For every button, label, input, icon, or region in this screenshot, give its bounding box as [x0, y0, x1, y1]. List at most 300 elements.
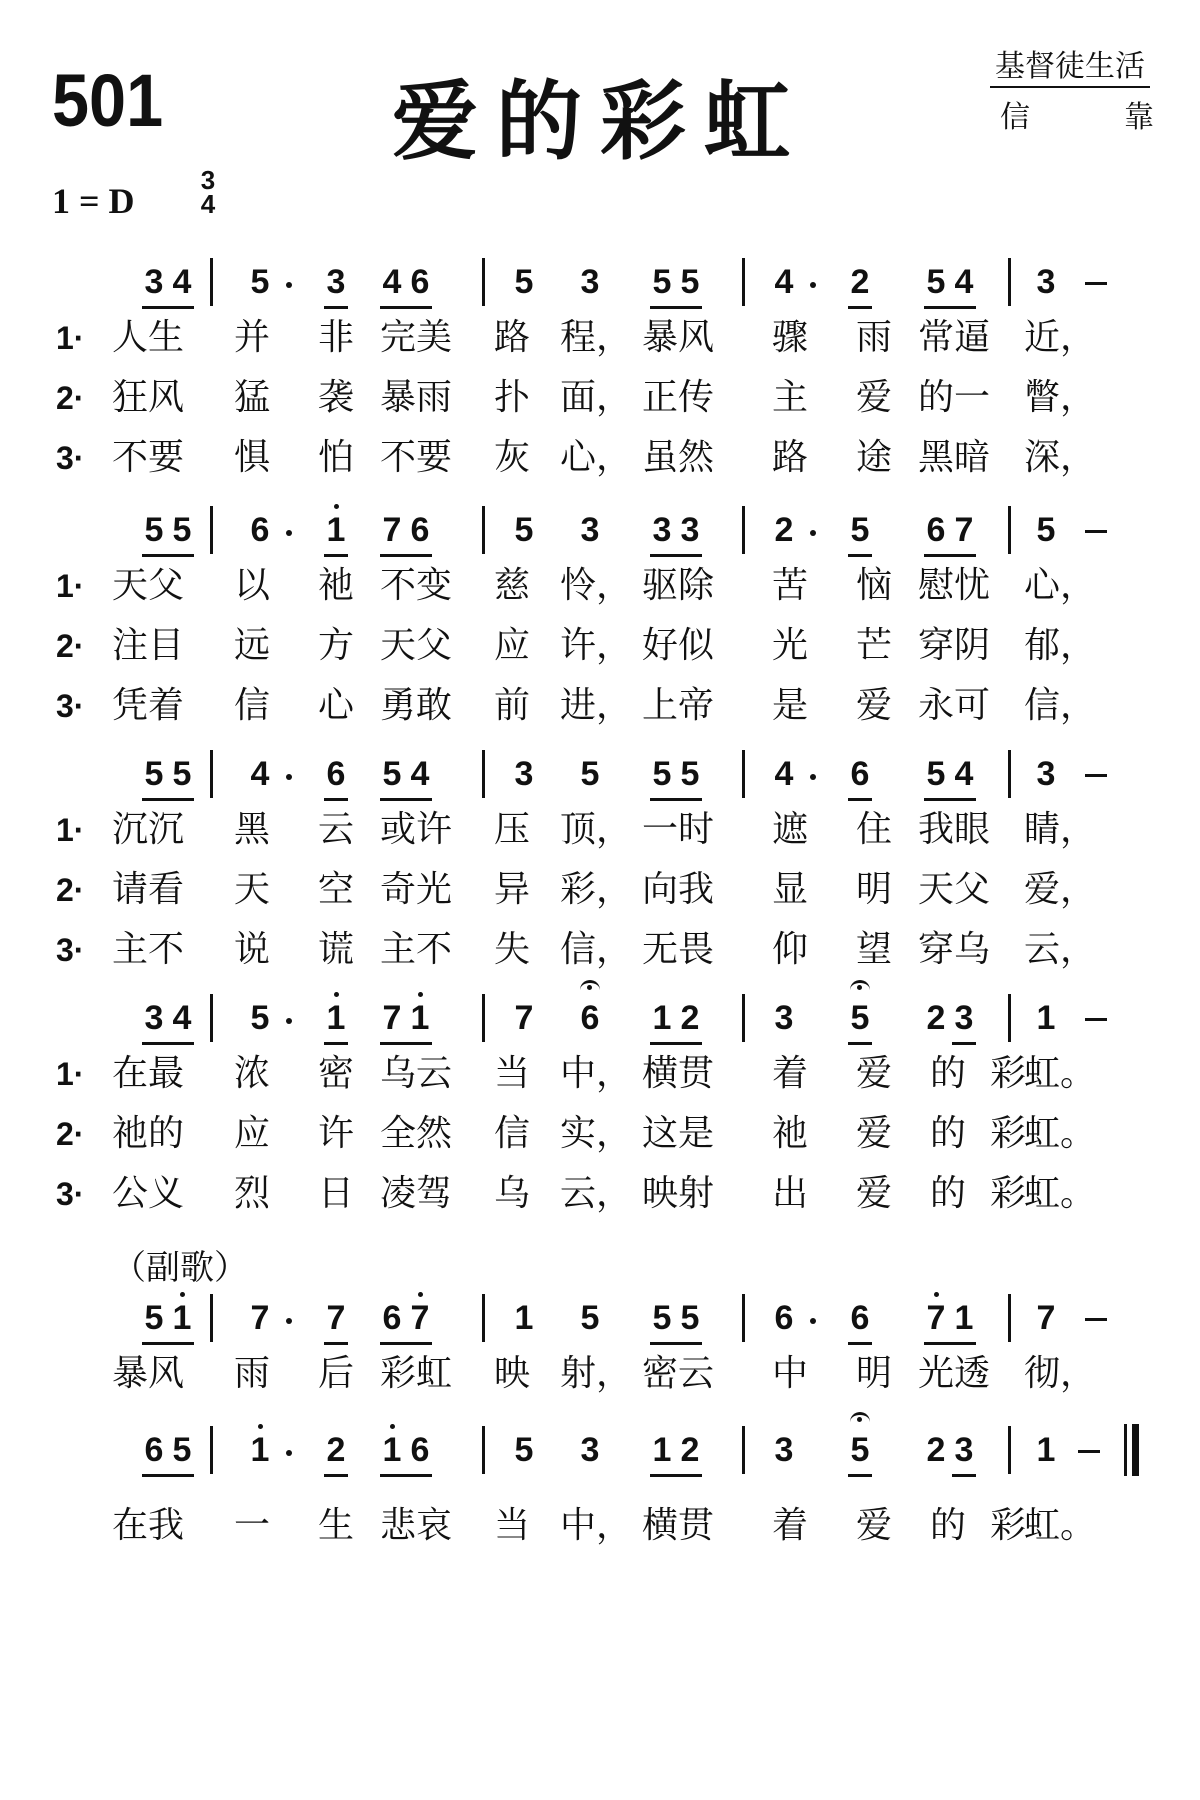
lyric-syllable: 方	[318, 625, 355, 666]
chorus-1-note: 7	[250, 1299, 270, 1337]
system-1-note: 5	[250, 263, 270, 301]
system-2-note: 3	[580, 511, 600, 549]
lyric-syllable: 怕	[318, 437, 355, 478]
bar-line	[742, 506, 745, 554]
system-3-note: 5	[652, 755, 672, 793]
lyric-syllable: 彩	[990, 1505, 1027, 1546]
lyric-syllable: 爱	[856, 1113, 893, 1154]
lyric-syllable: 请看	[112, 869, 185, 910]
lyric-syllable: 彩虹	[380, 1353, 453, 1394]
beam-underline	[380, 998, 432, 1045]
system-4-note: 5	[850, 999, 870, 1037]
augmentation-dot	[286, 1018, 292, 1024]
bar-line	[742, 750, 745, 798]
system-2-note: 7	[954, 511, 974, 549]
lyric-syllable: 路	[772, 437, 809, 478]
lyric-syllable: 以	[234, 565, 271, 606]
attribution-2: 靠	[1124, 100, 1154, 135]
lyric-syllable: 出	[772, 1173, 809, 1214]
lyric-syllable: 或许	[380, 809, 453, 850]
lyric-syllable: 许，	[560, 625, 633, 666]
lyric-syllable: 明	[856, 1353, 893, 1394]
verse-number: 1·	[56, 568, 85, 604]
lyric-syllable: 怜，	[560, 565, 633, 606]
lyric-syllable: 的	[930, 1173, 967, 1214]
chorus-2-note: 1	[652, 1431, 672, 1469]
lyric-syllable: 生	[318, 1505, 355, 1546]
beam-underline	[324, 1430, 348, 1477]
verse-number: 2·	[56, 380, 85, 416]
lyric-syllable: 心	[318, 685, 355, 726]
lyric-syllable: 乌云	[380, 1053, 453, 1094]
lyric-syllable: 暴风	[642, 317, 715, 358]
lyric-syllable: 公义	[112, 1173, 185, 1214]
beam-underline	[848, 754, 872, 801]
bar-line	[742, 1426, 745, 1474]
lyric-syllable: 虹。	[1024, 1053, 1097, 1094]
system-1-note: 5	[926, 263, 946, 301]
lyric-syllable: 近，	[1024, 317, 1097, 358]
lyric-syllable: 芒	[856, 625, 893, 666]
system-3-note: 5	[172, 755, 192, 793]
chorus-2-note: 5	[172, 1431, 192, 1469]
lyric-syllable: 云，	[1024, 929, 1097, 970]
beam-underline	[848, 510, 872, 557]
beam-underline	[924, 754, 976, 801]
lyric-syllable: 彻，	[1024, 1353, 1097, 1394]
chorus-1-note: 5	[144, 1299, 164, 1337]
lyric-syllable: 勇敢	[380, 685, 453, 726]
chorus-1-note: 7	[326, 1299, 346, 1337]
system-2-note: 6	[410, 511, 430, 549]
lyric-syllable: 横贯	[642, 1505, 715, 1546]
augmentation-dot	[286, 530, 292, 536]
system-2-note: 3	[652, 511, 672, 549]
lyric-syllable: 浓	[234, 1053, 271, 1094]
lyric-syllable: 沉沉	[112, 809, 185, 850]
fermata-mark	[850, 1412, 870, 1425]
lyric-syllable: 瞥，	[1024, 377, 1097, 418]
lyric-syllable: 上帝	[642, 685, 715, 726]
system-4-note: 3	[774, 999, 794, 1037]
system-1-note: 5	[514, 263, 534, 301]
lyric-syllable: 祂	[318, 565, 355, 606]
lyric-syllable: 进，	[560, 685, 633, 726]
chorus-1-note: 1	[514, 1299, 534, 1337]
system-2-note: 2	[774, 511, 794, 549]
hold-dash	[1085, 1018, 1107, 1021]
augmentation-dot	[810, 1318, 816, 1324]
system-1-note: 4	[382, 263, 402, 301]
system-1-note: 3	[1036, 263, 1056, 301]
lyric-syllable: 天	[234, 869, 271, 910]
chorus-1-note: 5	[652, 1299, 672, 1337]
lyric-syllable: 不变	[380, 565, 453, 606]
lyric-syllable: 黑	[234, 809, 271, 850]
system-2-note: 6	[926, 511, 946, 549]
verse-number: 1·	[56, 320, 85, 356]
lyric-syllable: 路	[494, 317, 531, 358]
beam-underline	[650, 1298, 702, 1345]
lyric-syllable: 不要	[112, 437, 185, 478]
lyric-syllable: 猛	[234, 377, 271, 418]
lyric-syllable: 主不	[380, 929, 453, 970]
lyric-syllable: 雨	[234, 1353, 271, 1394]
system-2-note: 5	[850, 511, 870, 549]
beam-underline	[650, 510, 702, 557]
lyric-syllable: 横贯	[642, 1053, 715, 1094]
system-2-note: 1	[326, 511, 346, 549]
lyric-syllable: 途	[856, 437, 893, 478]
final-bar-thin	[1124, 1424, 1127, 1476]
system-4-note: 2	[680, 999, 700, 1037]
bar-line	[1008, 506, 1011, 554]
system-1-note: 3	[326, 263, 346, 301]
beam-underline	[924, 1298, 976, 1345]
lyric-syllable: 注目	[112, 625, 185, 666]
beam-underline	[380, 1298, 432, 1345]
lyric-syllable: 中	[772, 1353, 809, 1394]
system-1-note: 4	[954, 263, 974, 301]
lyric-syllable: 谎	[318, 929, 355, 970]
high-octave-dot	[258, 1424, 263, 1429]
system-1-note: 3	[580, 263, 600, 301]
beam-underline	[142, 998, 194, 1045]
hymn-number: 501	[52, 59, 164, 142]
beam-underline	[848, 1298, 872, 1345]
beam-underline	[380, 262, 432, 309]
system-3-note: 5	[680, 755, 700, 793]
chorus-2-note: 2	[326, 1431, 346, 1469]
chorus-1-note: 1	[172, 1299, 192, 1337]
high-octave-dot	[334, 504, 339, 509]
verse-number: 3·	[56, 688, 85, 724]
beam-underline	[142, 1298, 194, 1345]
chorus-1-note: 7	[926, 1299, 946, 1337]
chorus-1-note: 7	[410, 1299, 430, 1337]
lyric-syllable: 惧	[234, 437, 271, 478]
chorus-1-note: 6	[850, 1299, 870, 1337]
bar-line	[482, 994, 485, 1042]
lyric-syllable: 驱除	[642, 565, 715, 606]
lyric-syllable: 郁，	[1024, 625, 1097, 666]
lyric-syllable: 恼	[856, 565, 893, 606]
lyric-syllable: 应	[234, 1113, 271, 1154]
system-2-note: 5	[144, 511, 164, 549]
chorus-2-note: 1	[250, 1431, 270, 1469]
chorus-2-note: 1	[382, 1431, 402, 1469]
beam-underline	[324, 262, 348, 309]
chorus-1-note: 1	[954, 1299, 974, 1337]
beam-underline	[324, 998, 348, 1045]
system-3-note: 4	[410, 755, 430, 793]
system-4-note: 1	[410, 999, 430, 1037]
system-4-note: 1	[652, 999, 672, 1037]
system-4-note: 4	[172, 999, 192, 1037]
lyric-syllable: 完美	[380, 317, 453, 358]
lyric-syllable: 狂风	[112, 377, 185, 418]
system-4-note: 1	[326, 999, 346, 1037]
chorus-2-note: 3	[954, 1431, 974, 1469]
bar-line	[742, 994, 745, 1042]
system-3-note: 5	[926, 755, 946, 793]
lyric-syllable: 遮	[772, 809, 809, 850]
lyric-syllable: 全然	[380, 1113, 453, 1154]
lyric-syllable: 奇光	[380, 869, 453, 910]
chorus-label: （副歌）	[112, 1248, 248, 1288]
lyric-syllable: 望	[856, 929, 893, 970]
final-bar-thick	[1132, 1424, 1139, 1476]
lyric-syllable: 虹。	[1024, 1113, 1097, 1154]
lyric-syllable: 信，	[1024, 685, 1097, 726]
lyric-syllable: 密	[318, 1053, 355, 1094]
lyric-syllable: 并	[234, 317, 271, 358]
beam-underline	[848, 262, 872, 309]
lyric-syllable: 虹。	[1024, 1173, 1097, 1214]
lyric-syllable: 苦	[772, 565, 809, 606]
high-octave-dot	[418, 1292, 423, 1297]
lyric-syllable: 住	[856, 809, 893, 850]
lyric-syllable: 穿乌	[918, 929, 991, 970]
lyric-syllable: 射，	[560, 1353, 633, 1394]
bar-line	[482, 258, 485, 306]
lyric-syllable: 乌	[494, 1173, 531, 1214]
hymn-title: 爱的彩虹	[392, 72, 808, 172]
chorus-2-note: 6	[410, 1431, 430, 1469]
lyric-syllable: 凭着	[112, 685, 185, 726]
lyric-syllable: 许	[318, 1113, 355, 1154]
fermata-mark	[850, 980, 870, 993]
high-octave-dot	[334, 992, 339, 997]
augmentation-dot	[810, 282, 816, 288]
lyric-syllable: 慈	[494, 565, 531, 606]
beam-underline	[952, 1430, 976, 1477]
bar-line	[210, 750, 213, 798]
bar-line	[210, 994, 213, 1042]
chorus-1-note: 7	[1036, 1299, 1056, 1337]
hold-dash	[1085, 530, 1107, 533]
lyric-syllable: 的	[930, 1053, 967, 1094]
chorus-2-note: 1	[1036, 1431, 1056, 1469]
bar-line	[482, 1426, 485, 1474]
system-3-note: 4	[774, 755, 794, 793]
lyric-syllable: 后	[318, 1353, 355, 1394]
system-1-note: 3	[144, 263, 164, 301]
augmentation-dot	[810, 530, 816, 536]
system-3-note: 4	[954, 755, 974, 793]
system-4-note: 7	[514, 999, 534, 1037]
verse-number: 1·	[56, 812, 85, 848]
lyric-syllable: 凌驾	[380, 1173, 453, 1214]
lyric-syllable: 程，	[560, 317, 633, 358]
bar-line	[482, 750, 485, 798]
lyric-syllable: 无畏	[642, 929, 715, 970]
chorus-2-note: 6	[144, 1431, 164, 1469]
lyric-syllable: 着	[772, 1053, 809, 1094]
lyric-syllable: 祂的	[112, 1113, 185, 1154]
system-1-note: 4	[774, 263, 794, 301]
lyric-syllable: 中，	[560, 1053, 633, 1094]
system-4-note: 3	[144, 999, 164, 1037]
beam-underline	[142, 510, 194, 557]
bar-line	[210, 1426, 213, 1474]
system-3-note: 3	[514, 755, 534, 793]
lyric-syllable: 远	[234, 625, 271, 666]
bar-line	[1008, 258, 1011, 306]
hold-dash	[1085, 1318, 1107, 1321]
system-2-note: 5	[514, 511, 534, 549]
verse-number: 3·	[56, 1176, 85, 1212]
hymn-category: 基督徒生活	[990, 48, 1150, 88]
lyric-syllable: 日	[318, 1173, 355, 1214]
system-4-note: 2	[926, 999, 946, 1037]
system-2-note: 3	[680, 511, 700, 549]
system-4-note: 3	[954, 999, 974, 1037]
lyric-syllable: 正传	[642, 377, 715, 418]
beam-underline	[142, 754, 194, 801]
bar-line	[482, 1294, 485, 1342]
lyric-syllable: 这是	[642, 1113, 715, 1154]
lyric-syllable: 永可	[918, 685, 991, 726]
augmentation-dot	[286, 1318, 292, 1324]
lyric-syllable: 虽然	[642, 437, 715, 478]
lyric-syllable: 顶，	[560, 809, 633, 850]
beam-underline	[380, 510, 432, 557]
beam-underline	[650, 262, 702, 309]
chorus-1-note: 5	[680, 1299, 700, 1337]
lyric-syllable: 扑	[494, 377, 531, 418]
system-1-note: 4	[172, 263, 192, 301]
lyric-syllable: 爱	[856, 1173, 893, 1214]
system-1-note: 6	[410, 263, 430, 301]
beam-underline	[142, 262, 194, 309]
lyric-syllable: 天父	[380, 625, 453, 666]
lyric-syllable: 的	[930, 1505, 967, 1546]
key-signature: 1 = D	[52, 181, 135, 221]
system-3-note: 6	[850, 755, 870, 793]
hold-dash	[1085, 282, 1107, 285]
attribution-1: 信	[1000, 100, 1030, 135]
lyric-syllable: 天父	[112, 565, 185, 606]
lyric-syllable: 彩	[990, 1173, 1027, 1214]
lyric-syllable: 信，	[560, 929, 633, 970]
lyric-syllable: 爱	[856, 685, 893, 726]
lyric-syllable: 心，	[560, 437, 633, 478]
system-3-note: 3	[1036, 755, 1056, 793]
lyric-syllable: 彩	[990, 1053, 1027, 1094]
lyric-syllable: 说	[234, 929, 271, 970]
system-4-note: 5	[250, 999, 270, 1037]
high-octave-dot	[390, 1424, 395, 1429]
lyric-syllable: 黑暗	[918, 437, 991, 478]
lyric-syllable: 穿阴	[918, 625, 991, 666]
lyric-syllable: 爱	[856, 377, 893, 418]
lyric-syllable: 映射	[642, 1173, 715, 1214]
chorus-1-note: 5	[580, 1299, 600, 1337]
lyric-syllable: 袭	[318, 377, 355, 418]
lyric-syllable: 当	[494, 1505, 531, 1546]
beam-underline	[324, 510, 348, 557]
beam-underline	[324, 754, 348, 801]
hold-dash	[1085, 774, 1107, 777]
system-1-note: 5	[652, 263, 672, 301]
high-octave-dot	[180, 1292, 185, 1297]
chorus-2-note: 2	[680, 1431, 700, 1469]
lyric-syllable: 显	[772, 869, 809, 910]
augmentation-dot	[286, 282, 292, 288]
system-1-note: 5	[680, 263, 700, 301]
beam-underline	[380, 754, 432, 801]
lyric-syllable: 彩，	[560, 869, 633, 910]
verse-number: 2·	[56, 1116, 85, 1152]
bar-line	[482, 506, 485, 554]
system-2-note: 5	[1036, 511, 1056, 549]
lyric-syllable: 非	[318, 317, 355, 358]
lyric-syllable: 向我	[642, 869, 715, 910]
verse-number: 2·	[56, 872, 85, 908]
lyric-syllable: 爱	[856, 1505, 893, 1546]
system-2-note: 6	[250, 511, 270, 549]
lyric-syllable: 好似	[642, 625, 715, 666]
lyric-syllable: 仰	[772, 929, 809, 970]
lyric-syllable: 实，	[560, 1113, 633, 1154]
system-3-note: 4	[250, 755, 270, 793]
beam-underline	[650, 754, 702, 801]
lyric-syllable: 悲哀	[380, 1505, 453, 1546]
beam-underline	[952, 998, 976, 1045]
lyric-syllable: 密云	[642, 1353, 715, 1394]
bar-line	[1008, 1426, 1011, 1474]
augmentation-dot	[810, 774, 816, 780]
system-3-note: 5	[580, 755, 600, 793]
lyric-syllable: 彩	[990, 1113, 1027, 1154]
lyric-syllable: 睛，	[1024, 809, 1097, 850]
chorus-1-note: 6	[774, 1299, 794, 1337]
beam-underline	[650, 1430, 702, 1477]
lyric-syllable: 暴风	[112, 1353, 185, 1394]
augmentation-dot	[286, 774, 292, 780]
beam-underline	[848, 1430, 872, 1477]
lyric-syllable: 人生	[112, 317, 185, 358]
verse-number: 2·	[56, 628, 85, 664]
lyric-syllable: 骤	[772, 317, 809, 358]
lyric-syllable: 主	[772, 377, 809, 418]
beam-underline	[324, 1298, 348, 1345]
lyric-syllable: 在最	[112, 1053, 185, 1094]
lyric-syllable: 深，	[1024, 437, 1097, 478]
high-octave-dot	[934, 1292, 939, 1297]
lyric-syllable: 是	[772, 685, 809, 726]
lyric-syllable: 心，	[1024, 565, 1097, 606]
lyric-syllable: 光透	[918, 1353, 991, 1394]
bar-line	[742, 258, 745, 306]
bar-line	[1008, 1294, 1011, 1342]
lyric-syllable: 虹。	[1024, 1505, 1097, 1546]
lyric-syllable: 天父	[918, 869, 991, 910]
lyric-syllable: 烈	[234, 1173, 271, 1214]
lyric-syllable: 雨	[856, 317, 893, 358]
lyric-syllable: 暴雨	[380, 377, 453, 418]
bar-line	[210, 258, 213, 306]
beam-underline	[848, 998, 872, 1045]
lyric-syllable: 中，	[560, 1505, 633, 1546]
bar-line	[1008, 750, 1011, 798]
system-3-note: 6	[326, 755, 346, 793]
time-signature	[196, 165, 220, 219]
lyric-syllable: 我眼	[918, 809, 991, 850]
verse-number: 3·	[56, 932, 85, 968]
verse-number: 1·	[56, 1056, 85, 1092]
